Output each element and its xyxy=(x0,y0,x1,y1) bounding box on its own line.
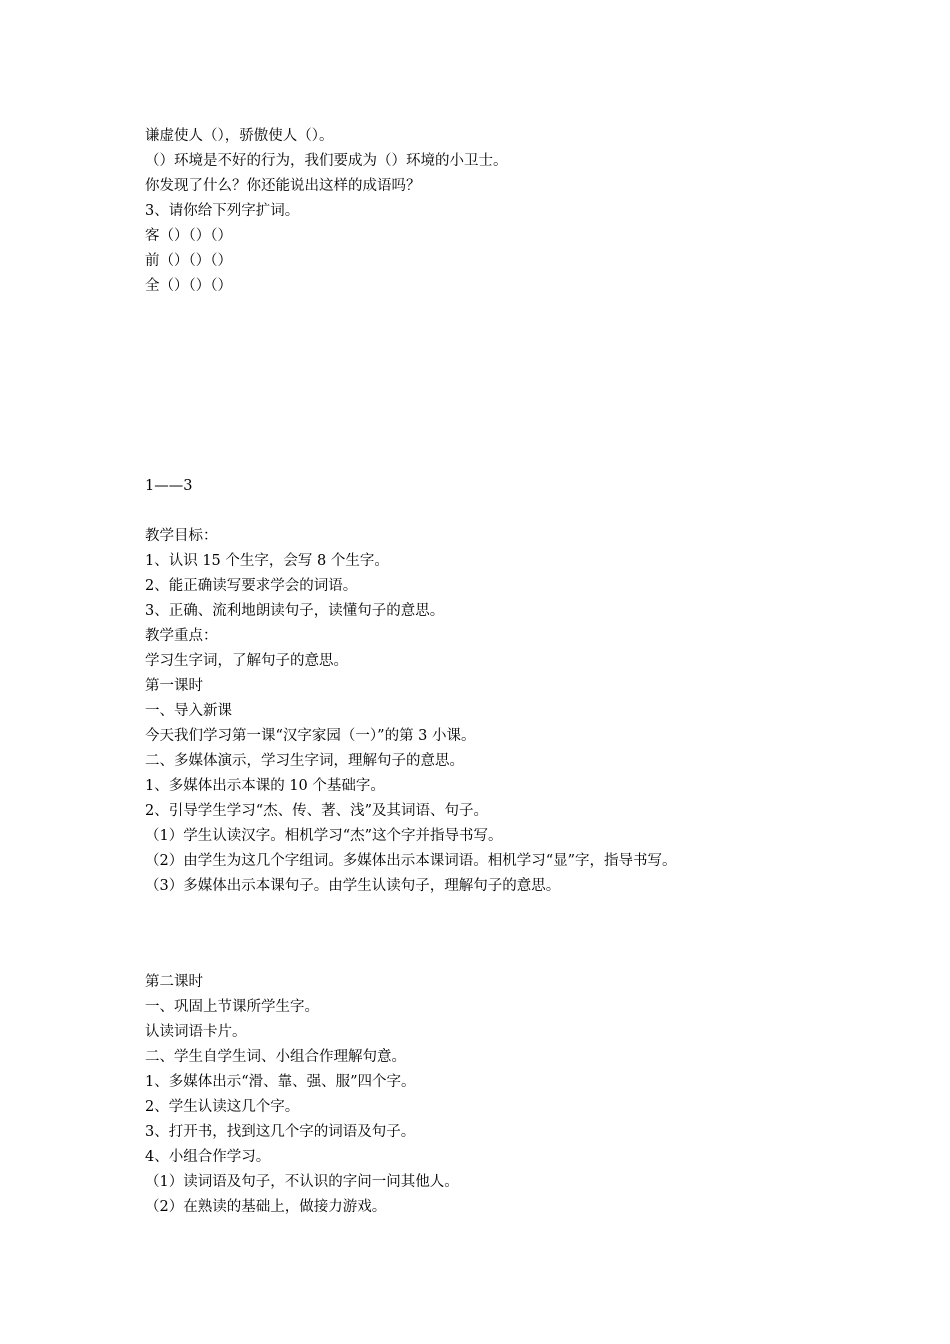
exercise-line: 前（）（）（） xyxy=(145,253,232,269)
section-line: 1、认识 15 个生字，会写 8 个生字。 xyxy=(145,553,389,569)
lesson2-line: （2）在熟读的基础上，做接力游戏。 xyxy=(145,1199,387,1215)
lesson2-line: 二、学生自学生词、小组合作理解句意。 xyxy=(145,1049,406,1065)
lesson2-line: 认读词语卡片。 xyxy=(145,1024,247,1040)
exercise-line: 3、请你给下列字扩词。 xyxy=(145,203,300,219)
section-line: 教学重点： xyxy=(145,628,218,644)
blank-line xyxy=(145,499,905,524)
section-line: 学习生字词，了解句子的意思。 xyxy=(145,653,348,669)
exercise-line: 谦虚使人（），骄傲使人（）。 xyxy=(145,128,334,144)
lesson2-line: 4、小组合作学习。 xyxy=(145,1149,271,1165)
section-line: 今天我们学习第一课“汉字家园（一）”的第 3 小课。 xyxy=(145,728,476,744)
section-line: 1、多媒体出示本课的 10 个基础字。 xyxy=(145,778,385,794)
exercise-line: （）环境是不好的行为，我们要成为（）环境的小卫士。 xyxy=(145,153,508,169)
exercise-line: 全（）（）（） xyxy=(145,278,232,294)
lesson2-line: 一、巩固上节课所学生字。 xyxy=(145,999,319,1015)
lesson-plan-section xyxy=(145,474,905,899)
section-line: （3）多媒体出示本课句子。由学生认读句子，理解句子的意思。 xyxy=(145,878,561,894)
lesson2-line: 2、学生认读这几个字。 xyxy=(145,1099,300,1115)
lesson2-line: （1）读词语及句子，不认识的字问一问其他人。 xyxy=(145,1174,459,1190)
section-line: 2、能正确读写要求学会的词语。 xyxy=(145,578,358,594)
section-heading: 1——3 xyxy=(145,478,193,494)
exercise-line: 客（）（）（） xyxy=(145,228,232,244)
section-line: （2）由学生为这几个字组词。多媒体出示本课词语。相机学习“显”字，指导书写。 xyxy=(145,853,677,869)
second-lesson-block xyxy=(145,970,905,1220)
exercise-line: 你发现了什么？你还能说出这样的成语吗？ xyxy=(145,178,421,194)
section-line: 教学目标： xyxy=(145,528,218,544)
section-line: 2、引导学生学习“杰、传、著、浅”及其词语、句子。 xyxy=(145,803,489,819)
section-line: 二、多媒体演示，学习生字词，理解句子的意思。 xyxy=(145,753,464,769)
lesson2-line: 3、打开书，找到这几个字的词语及句子。 xyxy=(145,1124,416,1140)
lesson2-line: 1、多媒体出示“滑、靠、强、服”四个字。 xyxy=(145,1074,416,1090)
section-line: 第一课时 xyxy=(145,678,203,694)
exercise-block xyxy=(145,124,905,299)
section-line: （1）学生认读汉字。相机学习“杰”这个字并指导书写。 xyxy=(145,828,503,844)
lesson2-line: 第二课时 xyxy=(145,974,203,990)
section-line: 3、正确、流利地朗读句子，读懂句子的意思。 xyxy=(145,603,445,619)
section-line: 一、导入新课 xyxy=(145,703,232,719)
